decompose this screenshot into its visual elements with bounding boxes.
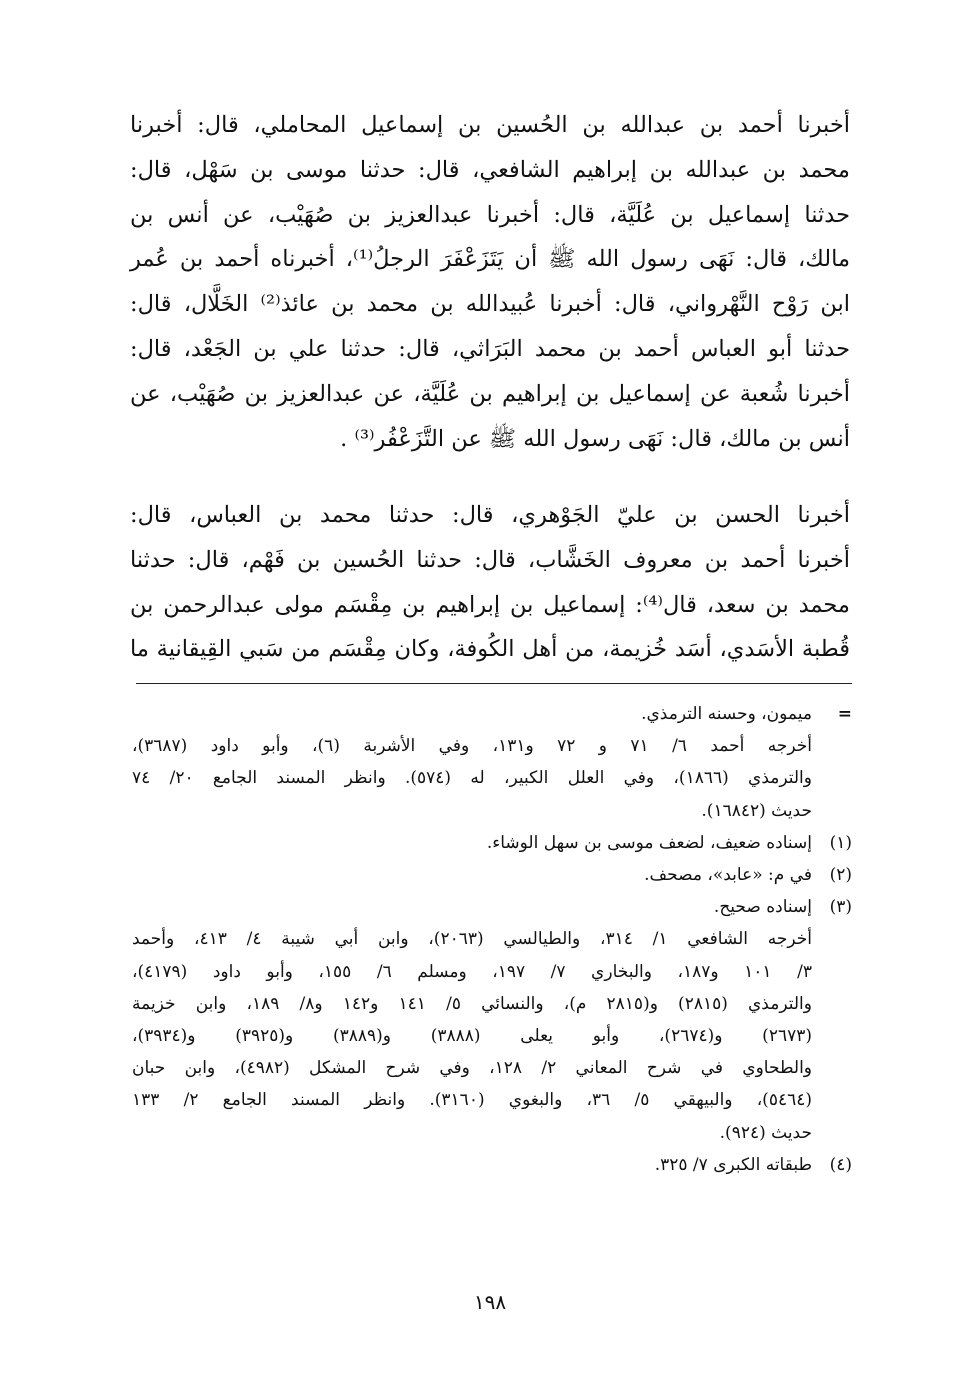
footnote-line: حديث (٩٢٤).	[719, 1122, 812, 1143]
text-line: مالك، قال: نَهَى رسول الله ﷺ أن يَتَزَعْفَرَ الرجلُ⁽¹⁾، أخبرناه أحمد بن عُمر	[130, 246, 851, 273]
text-line: حدثنا إسماعيل بن عُلَيَّة، قال: أخبرنا عبدالعزيز بن صُهَيْب، عن أنس بن	[130, 201, 850, 228]
text-line: أخبرنا الحسن بن عليّ الجَوْهري، قال: حدثنا محمد بن العباس، قال:	[130, 502, 850, 528]
continuation-mark: =	[837, 704, 852, 724]
text-line: محمد بن سعد، قال⁽⁴⁾: إسماعيل بن إبراهيم بن مِقْسَم مولى عبدالرحمن بن	[130, 591, 850, 618]
footnote-line: أخرجه أحمد ٦/ ٧١ و ٧٢ و١٣١، وفي الأشربة (٦)، وأبو داود (٣٦٨٧)،	[132, 736, 812, 757]
main-paragraph-1	[130, 103, 850, 461]
footnote-line: والترمذي (١٨٦٦)، وفي العلل الكبير، له (٥٧٤). وانظر المسند الجامع ٢٠/ ٧٤	[132, 768, 812, 789]
footnote-number: (٢)	[829, 865, 852, 886]
footnote-line: ٣/ ١٠١ و١٨٧، والبخاري ٧/ ١٩٧، ومسلم ٦/ ١٥٥، وأبو داود (٤١٧٩)،	[132, 961, 812, 982]
text-line: ابن رَوْح النَّهْرواني، قال: أخبرنا عُبيدالله بن محمد بن عائذ⁽²⁾ الخَلَّال، قال:	[130, 291, 850, 318]
footnote-line: طبقاته الكبرى ٧/ ٣٢٥.	[654, 1154, 812, 1175]
footnote-number: (٤)	[829, 1154, 852, 1175]
footnote-3	[132, 891, 852, 1149]
footnote-line: والترمذي (٢٨١٥) و(٢٨١٥ م)، والنسائي ٥/ ١٤١ و١٤٢ و٨/ ١٨٩، وابن خزيمة	[132, 993, 812, 1014]
text-line: قُطبة الأسَدي، أسَد خُزيمة، من أهل الكُوفة، وكان مِقْسَم من سَبي القِيقانية ما	[130, 636, 850, 663]
text-line: محمد بن عبدالله بن إبراهيم الشافعي، قال: حدثنا موسى بن سَهْل، قال:	[130, 156, 850, 183]
footnote-line: إسناده ضعيف، لضعف موسى بن سهل الوشاء.	[486, 832, 812, 853]
separator-line	[136, 683, 852, 684]
main-paragraph-2	[130, 493, 850, 672]
text-line: أنس بن مالك، قال: نَهَى رسول الله ﷺ عن التَّزَعْفُر⁽³⁾ .	[340, 425, 850, 452]
footnote-line: في م: «عابد»، مصحف.	[644, 865, 812, 886]
text-line: أخبرنا أحمد بن معروف الخَشَّاب، قال: حدثنا الحُسين بن فَهْم، قال: حدثنا	[130, 546, 850, 573]
footnote-2	[132, 859, 852, 891]
footnote-number: (٣)	[829, 897, 852, 918]
footnote-line: (٥٤٦٤)، والبيهقي ٥/ ٣٦، والبغوي (٣١٦٠). وانظر المسند الجامع ٢/ ١٣٣	[132, 1090, 812, 1111]
footnote-line: حديث (١٦٨٤٢).	[701, 800, 812, 821]
footnote-line: إسناده صحيح.	[713, 897, 812, 918]
text-line: أخبرنا شُعبة عن إسماعيل بن إبراهيم بن عُلَيَّة، عن عبدالعزيز بن صُهَيْب، عن	[130, 380, 850, 407]
text-line: أخبرنا أحمد بن عبدالله بن الحُسين بن إسماعيل المحاملي، قال: أخبرنا	[130, 112, 850, 138]
page-number: ١٩٨	[473, 1290, 507, 1314]
footnote-line: (٢٦٧٣) و(٢٦٧٤)، وأبو يعلى (٣٨٨٨) و(٣٨٨٩) و(٣٩٢٥) و(٣٩٣٤)،	[132, 1026, 812, 1047]
text-line: حدثنا أبو العباس أحمد بن محمد البَرَاثي، قال: حدثنا علي بن الجَعْد، قال:	[130, 335, 850, 362]
footnote-4	[132, 1149, 852, 1181]
footnote-continuation	[132, 698, 852, 827]
footnote-line: ميمون، وحسنه الترمذي.	[641, 704, 812, 724]
footnote-number: (١)	[829, 832, 852, 853]
footnotes	[132, 698, 852, 1181]
footnote-1	[132, 827, 852, 859]
footnote-line: والطحاوي في شرح المعاني ٢/ ١٢٨، وفي شرح المشكل (٤٩٨٢)، وابن حبان	[132, 1058, 813, 1079]
footnote-line: أخرجه الشافعي ١/ ٣١٤، والطيالسي (٢٠٦٣)، وابن أبي شيبة ٤/ ٤١٣، وأحمد	[132, 929, 812, 950]
